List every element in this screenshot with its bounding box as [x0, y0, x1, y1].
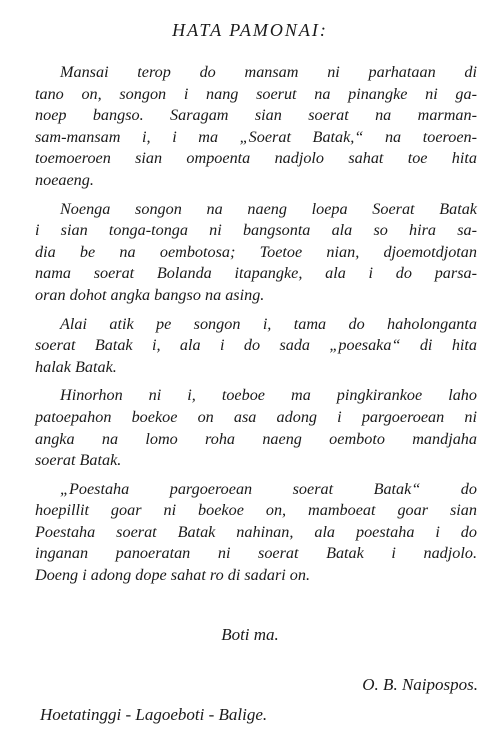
text-line: noeaeng. [35, 170, 94, 189]
text-line: Alai atik pe songon i, tama do haholonganta [60, 314, 477, 333]
closing-line: Boti ma. [221, 625, 279, 644]
text-line: hoepillit goar ni boekoe on, mamboeat goar sian [35, 501, 477, 520]
text-line: inganan panoeratan ni soerat Batak i nadjolo. [35, 544, 477, 563]
text-line: Poestaha soerat Batak nahinan, ala poestaha i do [35, 522, 477, 541]
text-line: „Poestaha pargoeroean soerat Batak“ do [60, 479, 477, 498]
text-line: soerat Batak. [35, 451, 122, 470]
text-line: Hinorhon ni i, toeboe ma pingkirankoe laho [60, 386, 477, 405]
text-line: nama soerat Bolanda itapangke, ala i do parsa- [35, 264, 477, 283]
text-line: Noenga songon na naeng loepa Soerat Batak [60, 199, 477, 218]
text-line: dia be na oembotosa; Toetoe nian, djoemotdjotan [35, 242, 477, 261]
text-line: tano on, songon i nang soerut na pinangke ni ga- [35, 84, 477, 103]
paragraph-4 [35, 385, 477, 471]
text-line: halak Batak. [35, 357, 117, 376]
text-line: Mansai terop do mansam ni parhataan di [60, 63, 477, 81]
paragraph-5 [35, 479, 477, 587]
text-line: oran dohot angka bangso na asing. [35, 285, 265, 304]
text-line: soerat Batak i, ala i do sada „poesaka“ di hita [35, 336, 477, 355]
place-line: Hoetatinggi - Lagoeboti - Balige. [40, 705, 268, 724]
text-line: toemoeroen sian ompoenta nadjolo sahat toe hita [35, 149, 477, 168]
paragraph-1 [35, 62, 477, 192]
text-line: sam-mansam i, i ma „Soerat Batak,“ na toeroen- [35, 127, 477, 146]
text-line: noep bangso. Saragam sian soerat na marman- [35, 106, 477, 125]
paragraph-2 [35, 199, 477, 307]
body-text [35, 62, 477, 594]
paragraph-3 [35, 314, 477, 379]
text-line: patoepahon boekoe on asa adong i pargoeroean ni [35, 407, 477, 426]
text-line: i sian tonga-tonga ni bangsonta ala so hira sa- [35, 221, 477, 240]
text-line: Doeng i adong dope sahat ro di sadari on. [35, 566, 311, 585]
page-title: HATA PAMONAI: [172, 20, 328, 40]
text-line: angka na lomo roha naeng oemboto mandjaha [35, 429, 477, 448]
author-signature: O. B. Naipospos. [362, 675, 478, 694]
